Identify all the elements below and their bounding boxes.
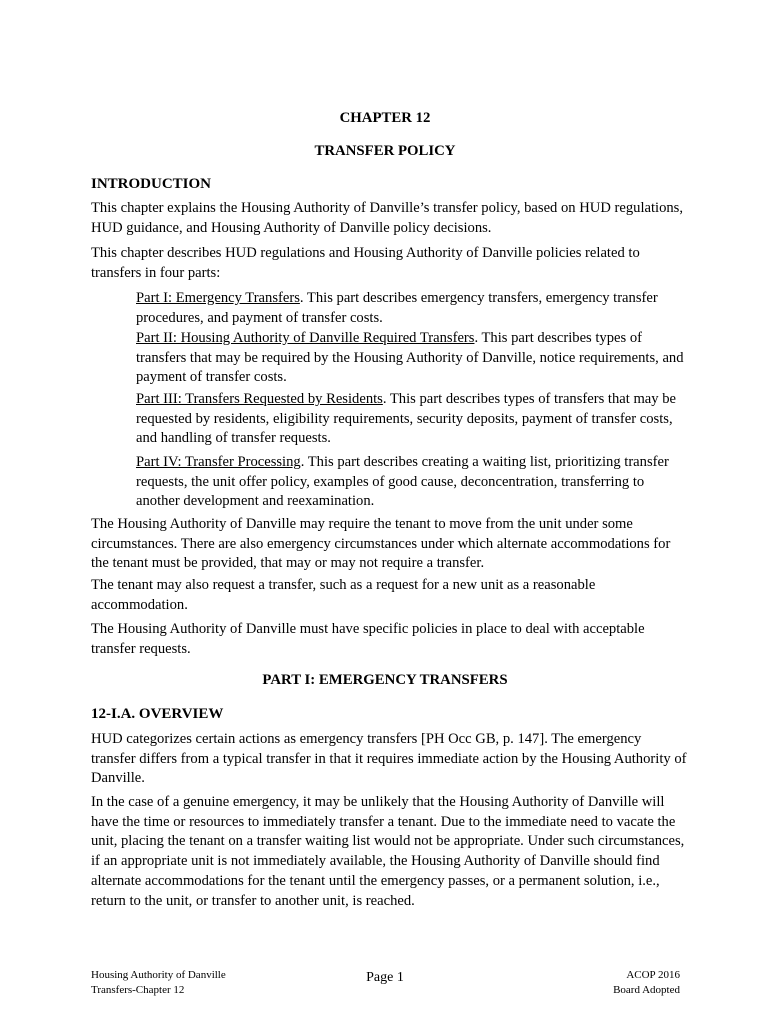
intro-paragraph-1: This chapter explains the Housing Authority of Danville’s transfer policy, based on HUD regulations, HUD guidance, and Housing Authority of Danville policy decisions. bbox=[91, 200, 684, 236]
intro-paragraph-3: The Housing Authority of Danville may require the tenant to move from the unit under some circumstances. There are also emergency circumstances under which alternate accommodations for the tenant must be provided, that may or may not require a transfer. bbox=[91, 516, 671, 572]
part-3-title: Part III: Transfers Requested by Residents bbox=[136, 391, 383, 407]
footer-document-version: ACOP 2016 bbox=[626, 969, 680, 981]
chapter-subtitle: TRANSFER POLICY bbox=[314, 143, 456, 159]
part-1-description: . This part describes emergency transfers, emergency transfer procedures, and payment of transfer costs. bbox=[136, 290, 658, 326]
footer-chapter: Transfers-Chapter 12 bbox=[91, 984, 185, 996]
part-1-heading: PART I: EMERGENCY TRANSFERS bbox=[262, 672, 508, 688]
part-2-item bbox=[136, 329, 691, 388]
part-1-item bbox=[136, 289, 691, 328]
part-2-title: Part II: Housing Authority of Danville Required Transfers bbox=[136, 330, 475, 346]
part-4-description: . This part describes creating a waiting list, prioritizing transfer requests, the unit offer policy, examples of good cause, deconcentration, transferring to another development and reexamination. bbox=[136, 454, 669, 510]
intro-paragraph-5: The Housing Authority of Danville must have specific policies in place to deal with acceptable transfer requests. bbox=[91, 621, 645, 657]
introduction-heading: INTRODUCTION bbox=[91, 176, 212, 192]
intro-paragraph-2: This chapter describes HUD regulations and Housing Authority of Danville policies related to transfers in four parts: bbox=[91, 245, 640, 281]
part-4-title: Part IV: Transfer Processing bbox=[136, 454, 301, 470]
overview-paragraph-2: In the case of a genuine emergency, it may be unlikely that the Housing Authority of Danville will have the time or resources to immediately transfer a tenant. Due to the immediate need to vacate the unit, placing the tenant on a transfer waiting list would not be appropriate. Under such circumstances, if an appropriate unit is not immediately available, the Housing Authority of Danville should find alternate accommodations for the tenant until the emergency passes, or a permanent solution, i.e., return to the unit, or transfer to another unit, is reached. bbox=[91, 794, 685, 909]
part-1-title: Part I: Emergency Transfers bbox=[136, 290, 300, 306]
part-4-item bbox=[136, 453, 691, 512]
part-3-description: . This part describes types of transfers that may be requested by residents, eligibility requirements, security deposits, payment of transfer costs, and handling of transfer requests. bbox=[136, 391, 677, 447]
footer-organization: Housing Authority of Danville bbox=[91, 969, 226, 981]
chapter-title: CHAPTER 12 bbox=[339, 110, 431, 126]
overview-heading: 12-I.A. OVERVIEW bbox=[91, 706, 224, 722]
footer-adoption-status: Board Adopted bbox=[613, 984, 680, 996]
overview-paragraph-1: HUD categorizes certain actions as emergency transfers [PH Occ GB, p. 147]. The emergency transfer differs from a typical transfer in that it requires immediate action by the Housing Authority of Danville. bbox=[91, 731, 687, 787]
page-number: Page 1 bbox=[366, 970, 404, 985]
footer-right bbox=[613, 968, 680, 998]
part-3-item bbox=[136, 390, 691, 449]
part-2-description: . This part describes types of transfers that may be required by the Housing Authority of Danville, notice requirements, and payment of transfer costs. bbox=[136, 330, 684, 386]
intro-paragraph-4: The tenant may also request a transfer, such as a request for a new unit as a reasonable accommodation. bbox=[91, 577, 596, 613]
